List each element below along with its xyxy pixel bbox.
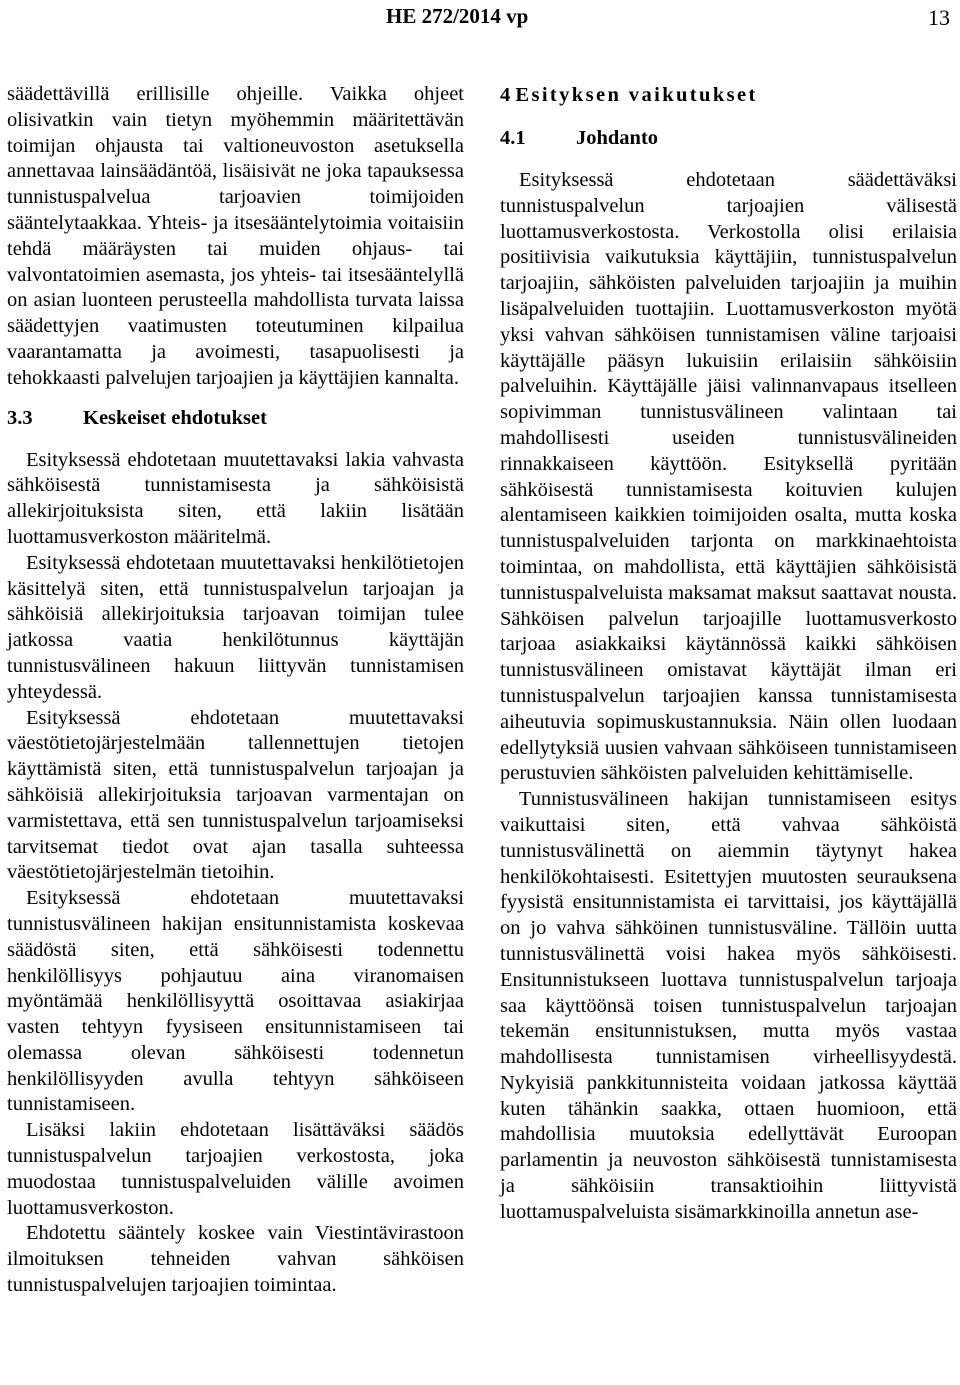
chapter-number: 4 (500, 84, 511, 106)
document-id: HE 272/2014 vp (386, 4, 529, 28)
paragraph: Esityksessä ehdotetaan muutettavaksi väestötietojärjestelmään tallennettujen tietojen käyttämistä siten, että tunnistuspalvelun tarjoajan ja sähköisiä allekirjoituksia tarjoavan varmentajan on varmistettava, että sen tunnistuspalvelun tarjoamiseksi tarvitsemat tiedot ovat ajan tasalla suhteessa väestötietojärjestelmän tietoihin. (7, 706, 464, 884)
section-heading-3-3 (7, 405, 464, 431)
left-column (7, 82, 464, 1299)
paragraph: Lisäksi lakiin ehdotetaan lisättäväksi säädös tunnistuspalvelun tarjoajien verkostosta, joka muodostaa tunnistuspalveluiden välille avoimen luottamusverkoston. (7, 1119, 464, 1219)
section-heading-4-1 (500, 125, 957, 151)
paragraph: Esityksessä ehdotetaan muutettavaksi henkilötietojen käsittelyä siten, että tunnistuspalvelun tarjoajan ja sähköisiä allekirjoituksia tarjoavan toimijan tulee jatkossa vaatia henkilötunnus käyttäjän tunnistusvälineen hakuun liittyvän tunnistamisen yhteydessä. (7, 551, 464, 703)
section-title: Johdanto (576, 127, 659, 149)
page-number: 13 (928, 5, 950, 30)
paragraph: Ehdotettu sääntely koskee vain Viestintävirastoon ilmoituksen tehneiden vahvan sähköisen tunnistuspalvelujen tarjoajien toimintaa. (7, 1222, 464, 1297)
intro-paragraph: säädettävillä erillisille ohjeille. Vaikka ohjeet olisivatkin vain tietyn myöhemmin määritettävän toimijan ohjausta tai valtioneuvoston asetuksella annettavaa lainsäädäntöä, lisäisivät ne joka tapauksessa tunnistuspalvelua tarjoavien toimijoiden sääntelytaakkaa. Yhteis- ja itsesääntelytoimia voitaisiin tehdä määräysten tai muiden ohjaus- tai valvontatoimien asemasta, jos yhteis- tai itsesääntelyllä on asian luonteen perusteella mahdollista turvata laissa säädettyjen vaatimusten toteutuminen kilpailua vaarantamatta ja avoimesti, tasapuolisesti ja tehokkaasti palvelujen tarjoajien ja käyttäjien kannalta. (7, 83, 464, 389)
section-title: Keskeiset ehdotukset (83, 406, 267, 429)
paragraph: Esityksessä ehdotetaan muutettavaksi lakia vahvasta sähköisestä tunnistamisesta ja sähköisistä allekirjoituksista siten, että lakiin lisätään luottamusverkoston määritelmä. (7, 448, 464, 548)
paragraph: Esityksessä ehdotetaan muutettavaksi tunnistusvälineen hakijan ensitunnistamista koskevaa säädöstä siten, että sähköisesti todennettu henkilöllisyys pohjautuu aina viranomaisen myöntämää henkilöllisyyttä osoittavaa asiakirjaa vasten tehtyyn fyysiseen ensitunnistamiseen tai olemassa olevan sähköisesti todennetun henkilöllisyyden avulla tehtyyn sähköiseen tunnistamiseen. (7, 887, 464, 1116)
chapter-title: Esityksen vaikutukset (515, 84, 758, 106)
right-column (500, 82, 957, 1226)
section-number: 3.3 (7, 406, 33, 429)
section-number: 4.1 (500, 127, 526, 149)
chapter-heading-4 (500, 82, 957, 108)
paragraph: Tunnistusvälineen hakijan tunnistamiseen esitys vaikuttaisi siten, että vahvaa sähköistä tunnistusvälinettä on aiemmin täytynyt hakea henkilökohtaisesti. Esitettyjen muutosten seurauksena fyysistä ensitunnistamista ei tarvittaisi, jos käyttäjällä on jo vahva sähköinen tunnistusväline. Tällöin uutta tunnistusvälinettä voisi hakea myös sähköisesti. Ensitunnistukseen luottava tunnistuspalvelun tarjoaja saa käyttöönsä toisen tunnistuspalvelun tarjoajan tekemän ensitunnistuksen, mutta myös vastaa mahdollisesta tunnistamisen virheellisyydestä. Nykyisiä pankkitunnisteita voidaan jatkossa käyttää kuten tähänkin saakka, ottaen huomioon, että mahdollisia muutoksia edellyttävät Euroopan parlamentin ja neuvoston sähköisestä tunnistamisesta ja sähköisiin transaktioihin liittyvistä luottamuspalveluista sisämarkkinoilla annetun ase- (500, 788, 957, 1223)
paragraph: Esityksessä ehdotetaan säädettäväksi tunnistuspalvelun tarjoajien välisestä luottamusverkostosta. Verkostolla olisi erilaisia positiivisia vaikutuksia käyttäjiin, tunnistuspalvelun tarjoajiin, sähköisten palveluiden tarjoajiin ja muihin lisäpalveluiden tuottajiin. Luottamusverkoston myötä yksi vahvan sähköisen tunnistamisen väline tarjoaisi käyttäjälle pääsyn lukuisiin erilaisiin sähköisiin palveluihin. Käyttäjälle jäisi valinnanvapaus itselleen sopivimman tunnistusvälineen valintaan tai mahdollisesti useiden tunnistusvälineiden rinnakkaiseen käyttöön. Esityksellä pyritään sähköisestä tunnistamisesta koituvien kulujen alentamiseen kaikkien toimijoiden osalta, mutta koska tunnistuspalveluiden tarjonta on markkinaehtoista toimintaa, on mahdollista, että käyttäjien sähköisistä tunnistuspalveluista maksamat maksut saattavat nousta. Sähköisen palvelun tarjoajille luottamusverkosto tarjoaa asiakkaiksi käytännössä kaikki sähköisen tunnistusvälineen omistavat käyttäjät ilman eri tunnistuspalvelun tarjoajien kanssa tunnistamisesta aiheutuvia sopimuskustannuksia. Näin ollen luodaan edellytyksiä uusien vahvaan sähköiseen tunnistamiseen perustuvien sähköisten palveluiden kehittämiselle. (500, 169, 957, 785)
